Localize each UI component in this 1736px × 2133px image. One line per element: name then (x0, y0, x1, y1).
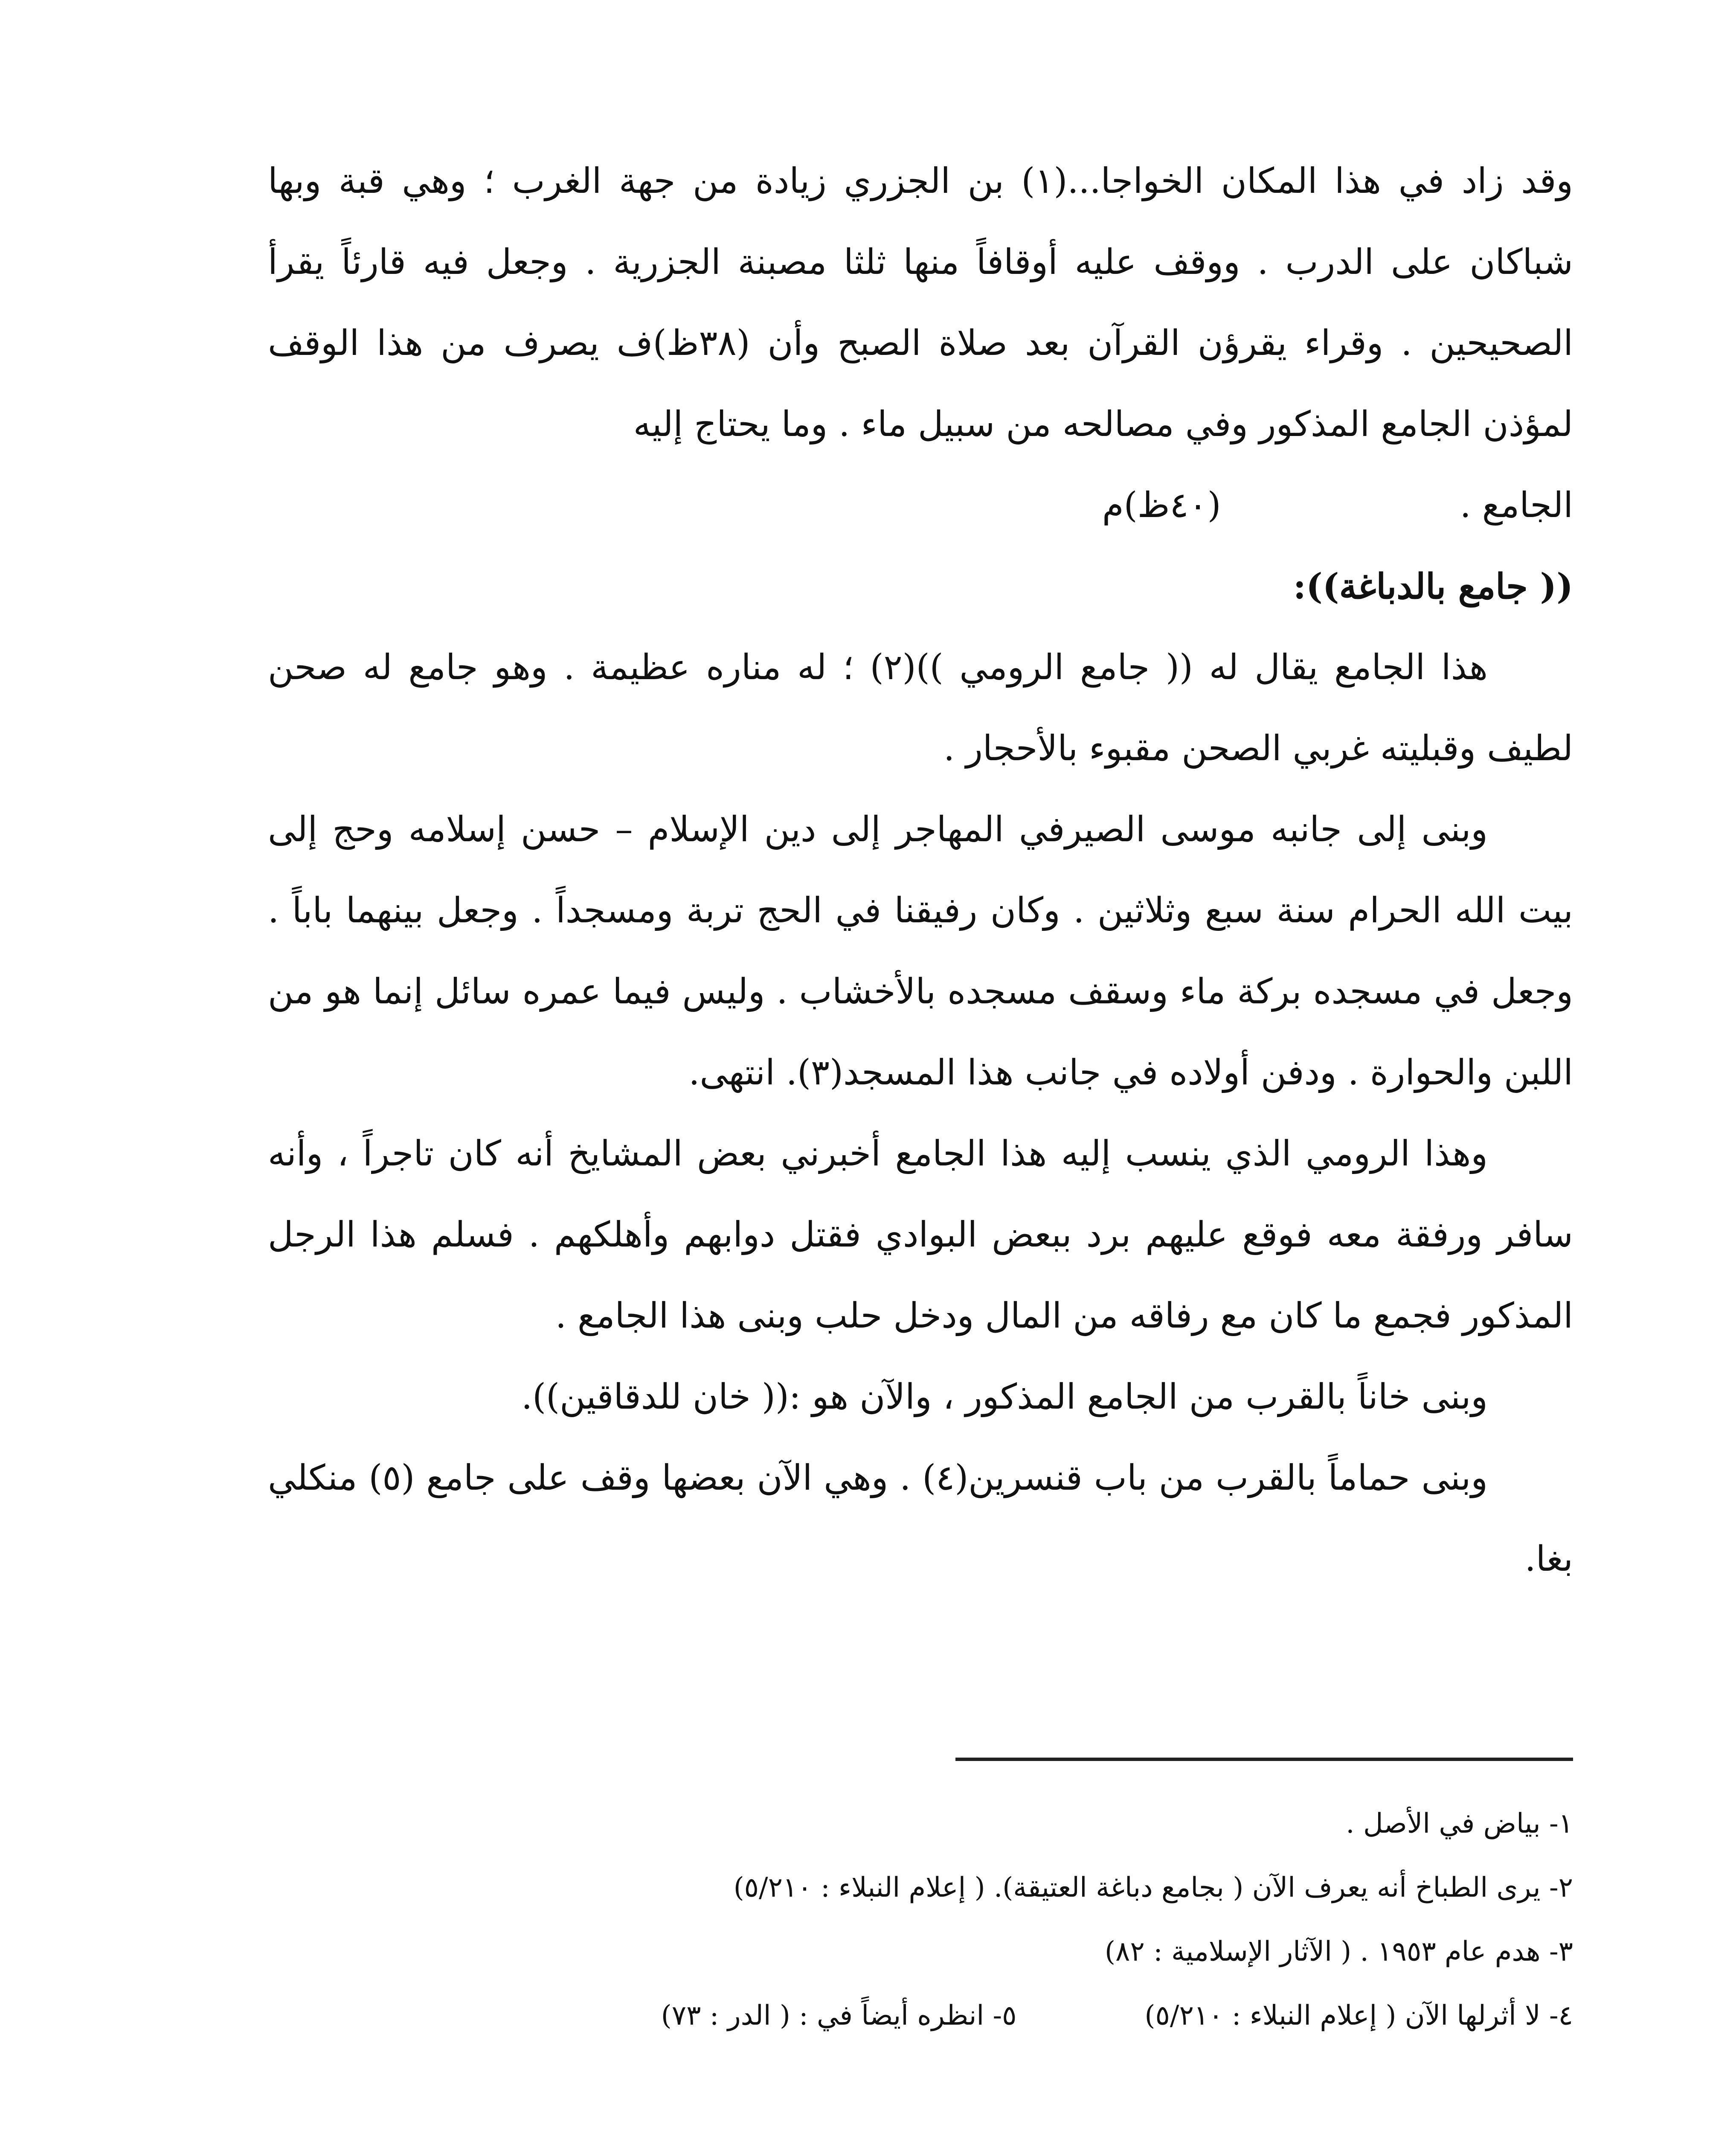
section-heading: (( جامع بالدباغة)): (1293, 566, 1573, 607)
paragraph-1-line-2: وبها شباكان على الدرب . ووقف عليه أوقافاً منها ثلثا مصبنة الجزرية . وجعل فيه قارئاً (268, 161, 1573, 282)
footnote-4: ٤- لا أثرلها الآن ( إعلام النبلاء : ٥/٢١٠) (1144, 2000, 1573, 2031)
paragraph-4: وهذا الرومي الذي ينسب إليه هذا الجامع أخبرني بعض المشايخ أنه كان تاجراً ، وأنه سافر ورفقة معه فوقع عليهم برد ببعض البوادي فقتل دوابهم وأهلكهم . فسلم هذا الرجل المذكور فجمع ما كان مع رفاقه من المال ودخل حلب وبنى هذا الجامع . (268, 1133, 1573, 1336)
footnote-3: ٣- هدم عام ١٩٥٣ . ( الآثار الإسلامية : ٨٢) (1105, 1936, 1573, 1967)
paragraph-1-last-line (268, 465, 1573, 546)
paragraph-2: هذا الجامع يقال له (( جامع الرومي ))(٢) ؛ له مناره عظيمة . وهو جامع له صحن لطيف وقبليته غربي الصحن مقبوء بالأحجار . (268, 647, 1573, 769)
footnote-1: ١- بياض في الأصل . (1346, 1808, 1573, 1839)
paragraph-1 (268, 141, 1573, 465)
main-text (268, 141, 1573, 1600)
folio-marker: (٤٠ظ)م (1102, 485, 1221, 526)
paragraph-3: وبنى إلى جانبه موسى الصيرفي المهاجر إلى دين الإسلام – حسن إسلامه وحج إلى بيت الله الحرام سنة سبع وثلاثين . وكان رفيقنا في الحج تربة ومسجداً . وجعل بينهما باباً . وجعل في مسجده بركة ماء وسقف مسجده بالأخشاب . وليس فيما عمره سائل إنما هو من اللبن والحوارة . ودفن أولاده في جانب هذا المسجد(٣). انتهى. (268, 809, 1573, 1093)
footnotes (268, 1792, 1573, 2048)
paragraph-6: وبنى حماماً بالقرب من باب قنسرين(٤) . وهي الآن بعضها وقف على جامع (٥) منكلي بغا. (268, 1458, 1573, 1579)
paragraph-5: وبنى خاناً بالقرب من الجامع المذكور ، والآن هو :(( خان للدقاقين)). (521, 1377, 1488, 1417)
paragraph-1-line-4: الوقف لمؤذن الجامع المذكور وفي مصالحه من سبيل ماء . وما يحتاج إليه (268, 323, 1573, 445)
footnote-row-4-5 (268, 1984, 1573, 2048)
footnote-5: ٥- انظره أيضاً في : ( الدر : ٧٣) (661, 2000, 1017, 2031)
footnote-2: ٢- يرى الطباخ أنه يعرف الآن ( بجامع دباغة العتيقة). ( إعلام النبلاء : ٥/٢١٠) (733, 1872, 1573, 1903)
footnote-divider (955, 1758, 1573, 1761)
paragraph-1-line-1: وقد زاد في هذا المكان الخواجا...(١) بن الجزري زيادة من جهة الغرب ؛ وهي قبة (338, 161, 1573, 201)
paragraph-1-end: الجامع . (1460, 485, 1573, 526)
paragraph-1-line-3: يقرأ الصحيحين . وقراء يقرؤن القرآن بعد صلاة الصبح وأن (٣٨ظ)ف يصرف من هذا (268, 242, 1573, 363)
